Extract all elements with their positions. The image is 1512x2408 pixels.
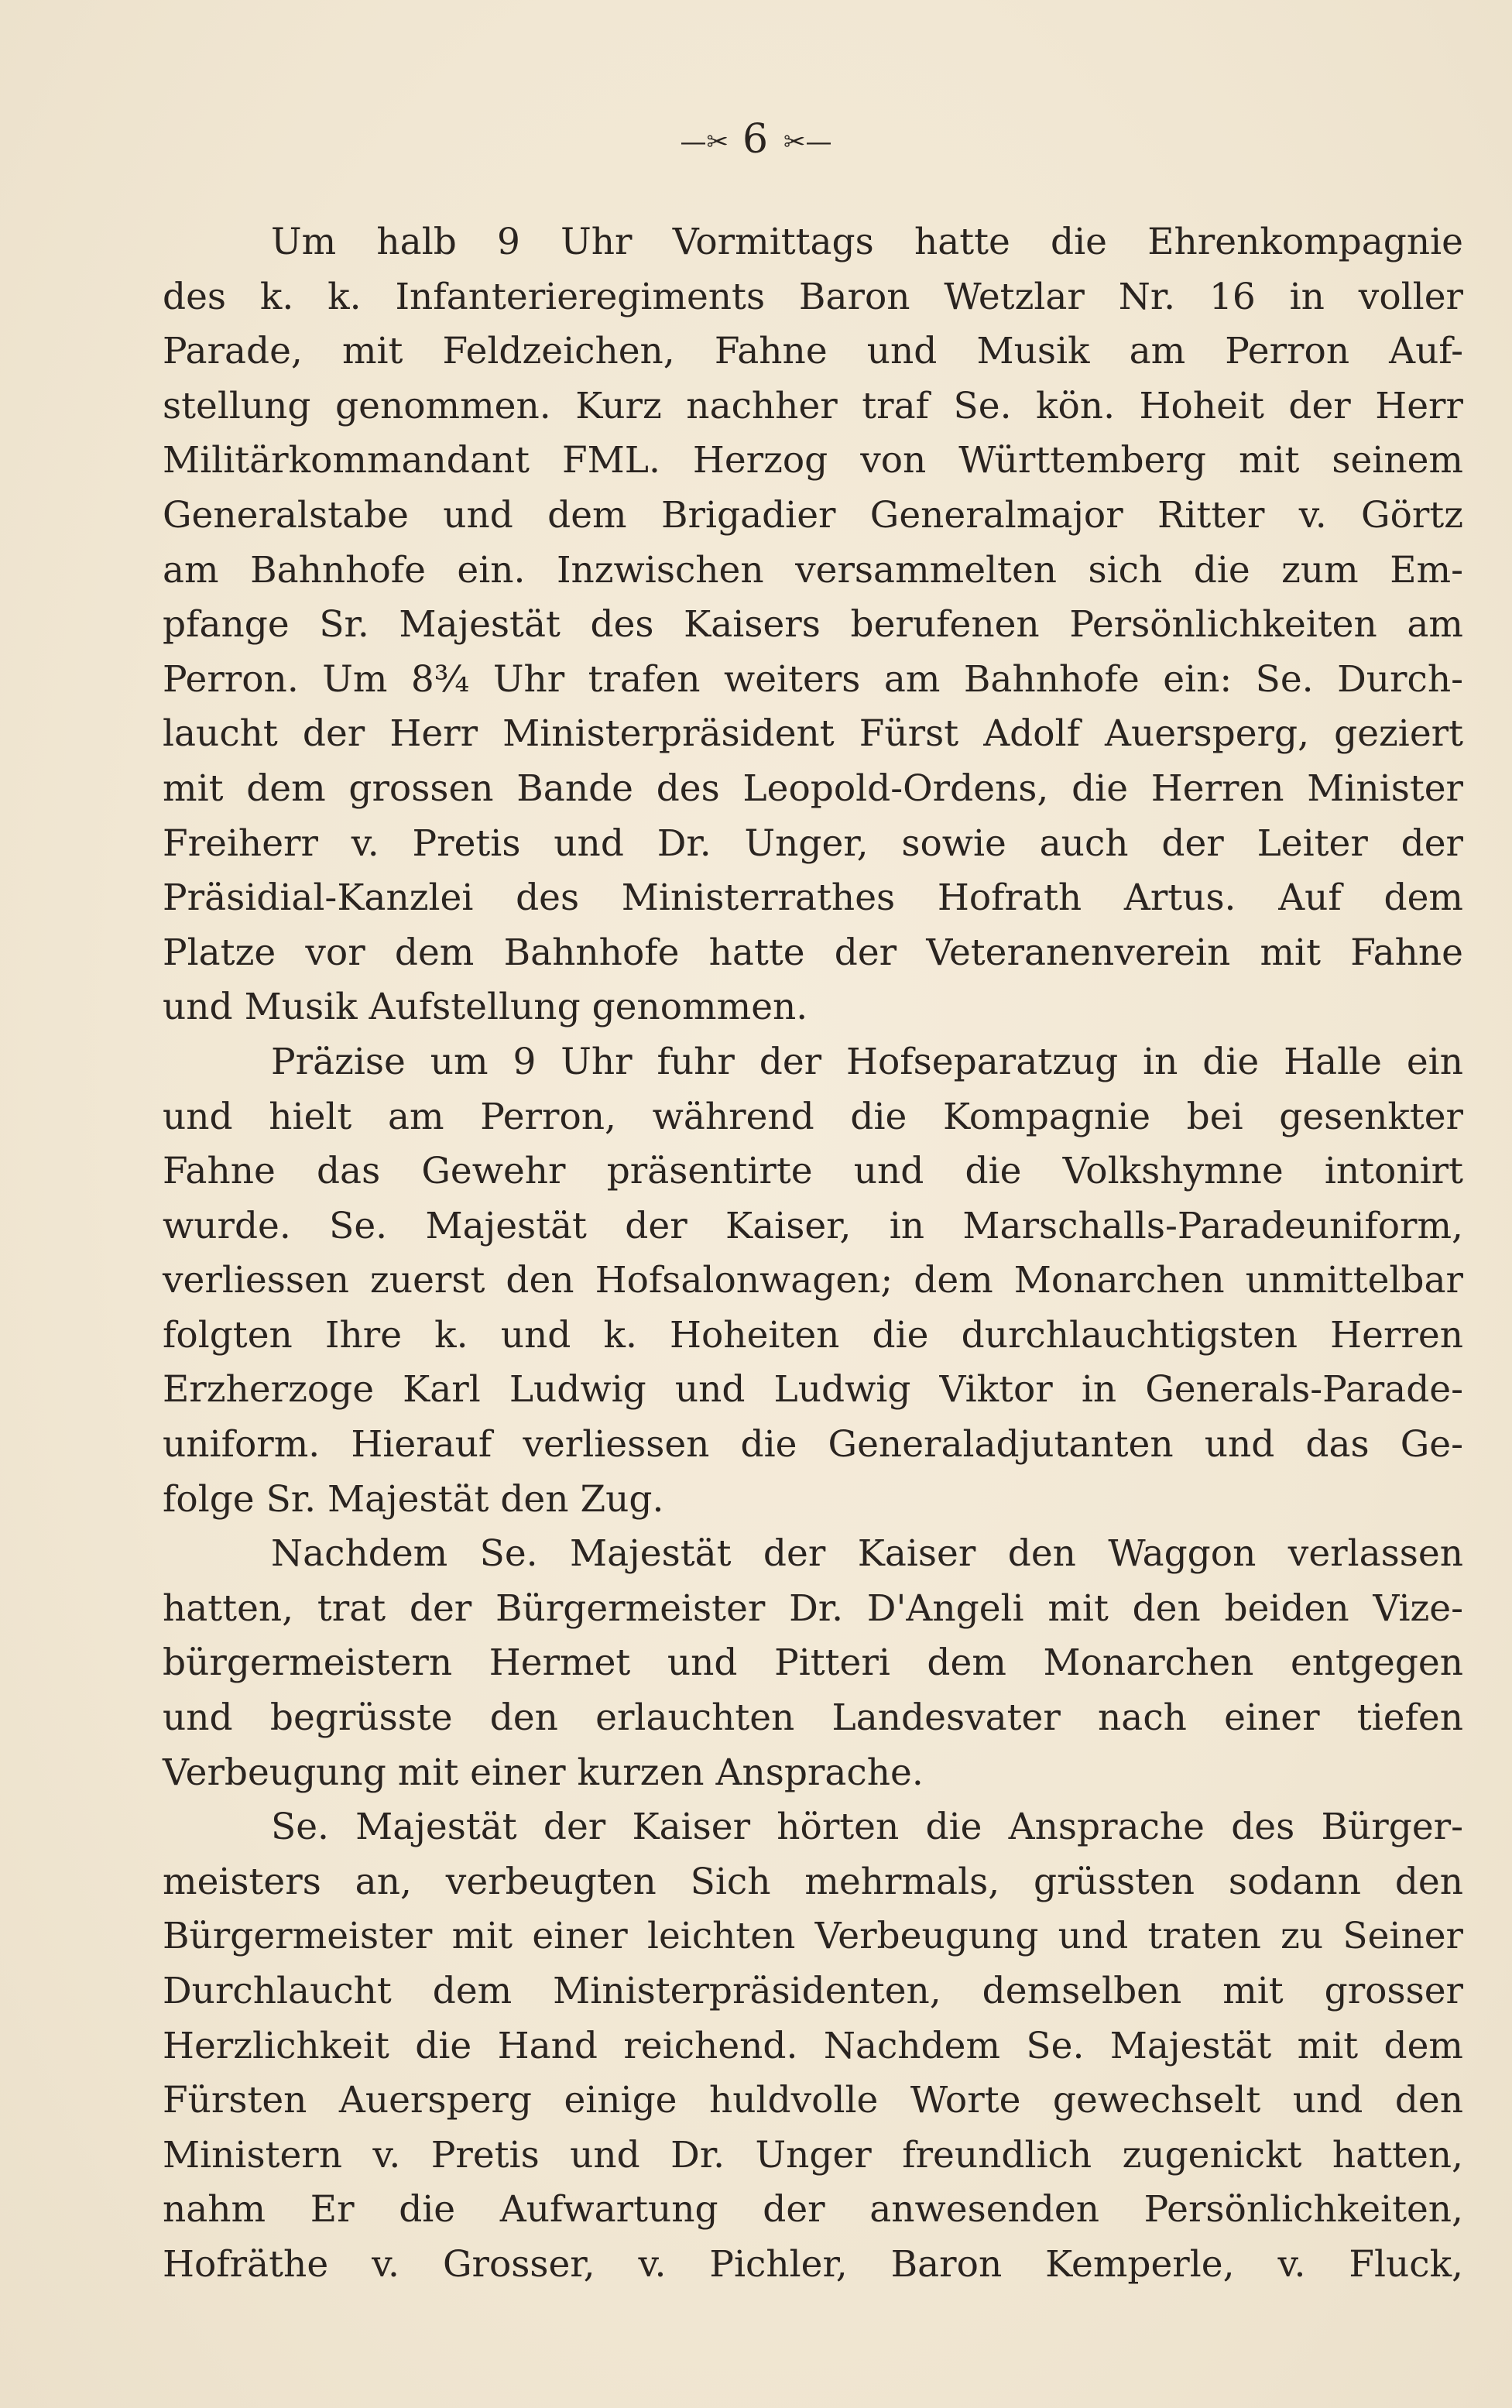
text-line: Durchlaucht dem Ministerpräsidenten, demselben mit grosser [163, 1970, 1463, 2012]
text-line: stellung genommen. Kurz nachher traf Se. kön. Hoheit der Herr [163, 384, 1463, 427]
text-line: Um halb 9 Uhr Vormittags hatte die Ehrenkompagnie [271, 221, 1463, 263]
text-line: wurde. Se. Majestät der Kaiser, in Marschalls-Paradeuniform, [163, 1204, 1463, 1247]
left-ornament-icon: —✂︎ [680, 126, 729, 158]
text-line: des k. k. Infanterieregiments Baron Wetzlar Nr. 16 in voller [163, 275, 1463, 318]
text-line: uniform. Hierauf verliessen die Generaladjutanten und das Ge- [163, 1423, 1463, 1466]
text-line: pfange Sr. Majestät des Kaisers berufenen Persönlichkeiten am [163, 603, 1463, 647]
text-line: Platze vor dem Bahnhofe hatte der Veteranenverein mit Fahne [163, 931, 1463, 974]
text-line: Nachdem Se. Majestät der Kaiser den Waggon verlassen [271, 1532, 1463, 1576]
text-line: Freiherr v. Pretis und Dr. Unger, sowie auch der Leiter der [163, 822, 1463, 865]
text-line: hatten, trat der Bürgermeister Dr. D'Angeli mit den beiden Vize- [163, 1586, 1463, 1630]
right-ornament-icon: ✂︎— [783, 126, 832, 158]
page-number: 6 [742, 116, 770, 163]
text-line: Generalstabe und dem Brigadier Generalmajor Ritter v. Görtz [163, 493, 1463, 537]
text-line: Militärkommandant FML. Herzog von Württemberg mit seinem [163, 439, 1463, 482]
text-line: Herzlichkeit die Hand reichend. Nachdem Se. Majestät mit dem [163, 2024, 1463, 2067]
text-line: und Musik Aufstellung genommen. [163, 986, 808, 1029]
text-line: mit dem grossen Bande des Leopold-Ordens, die Herren Minister [163, 767, 1463, 810]
text-line: Ministern v. Pretis und Dr. Unger freundlich zugenickt hatten, [163, 2133, 1463, 2176]
text-line: meisters an, verbeugten Sich mehrmals, grüssten sodann den [163, 1860, 1463, 1903]
text-line: Se. Majestät der Kaiser hörten die Ansprache des Bürger- [271, 1806, 1463, 1849]
text-line: laucht der Herr Ministerpräsident Fürst Adolf Auersperg, geziert [163, 712, 1463, 756]
text-line: folge Sr. Majestät den Zug. [163, 1477, 664, 1521]
text-line: und hielt am Perron, während die Kompagnie bei gesenkter [163, 1095, 1463, 1138]
text-line: Perron. Um 8¾ Uhr trafen weiters am Bahnhofe ein: Se. Durch- [163, 657, 1463, 701]
text-line: Erzherzoge Karl Ludwig und Ludwig Viktor in Generals-Parade- [163, 1368, 1463, 1412]
text-line: Fürsten Auersperg einige huldvolle Worte gewechselt und den [163, 2079, 1463, 2122]
text-line: Präzise um 9 Uhr fuhr der Hofseparatzug in die Halle ein [271, 1040, 1463, 1083]
text-line: Fahne das Gewehr präsentirte und die Volkshymne intonirt [163, 1150, 1463, 1193]
text-line: und begrüsste den erlauchten Landesvater nach einer tiefen [163, 1696, 1463, 1740]
body-text [163, 215, 1463, 2293]
text-line: bürgermeistern Hermet und Pitteri dem Monarchen entgegen [163, 1641, 1463, 1685]
text-line: Präsidial-Kanzlei des Ministerrathes Hofrath Artus. Auf dem [163, 876, 1463, 920]
text-line: am Bahnhofe ein. Inzwischen versammelten sich die zum Em- [163, 548, 1463, 592]
text-line: verliessen zuerst den Hofsalonwagen; dem Monarchen unmittelbar [163, 1259, 1463, 1302]
page-header [0, 115, 1512, 167]
text-line: Parade, mit Feldzeichen, Fahne und Musik am Perron Auf- [163, 330, 1463, 373]
text-line: nahm Er die Aufwartung der anwesenden Persönlichkeiten, [163, 2188, 1463, 2231]
text-line: folgten Ihre k. und k. Hoheiten die durchlauchtigsten Herren [163, 1313, 1463, 1357]
text-line: Bürgermeister mit einer leichten Verbeugung und traten zu Seiner [163, 1915, 1463, 1958]
text-line: Hofräthe v. Grosser, v. Pichler, Baron Kemperle, v. Fluck, [163, 2242, 1463, 2286]
text-line: Verbeugung mit einer kurzen Ansprache. [163, 1751, 924, 1794]
